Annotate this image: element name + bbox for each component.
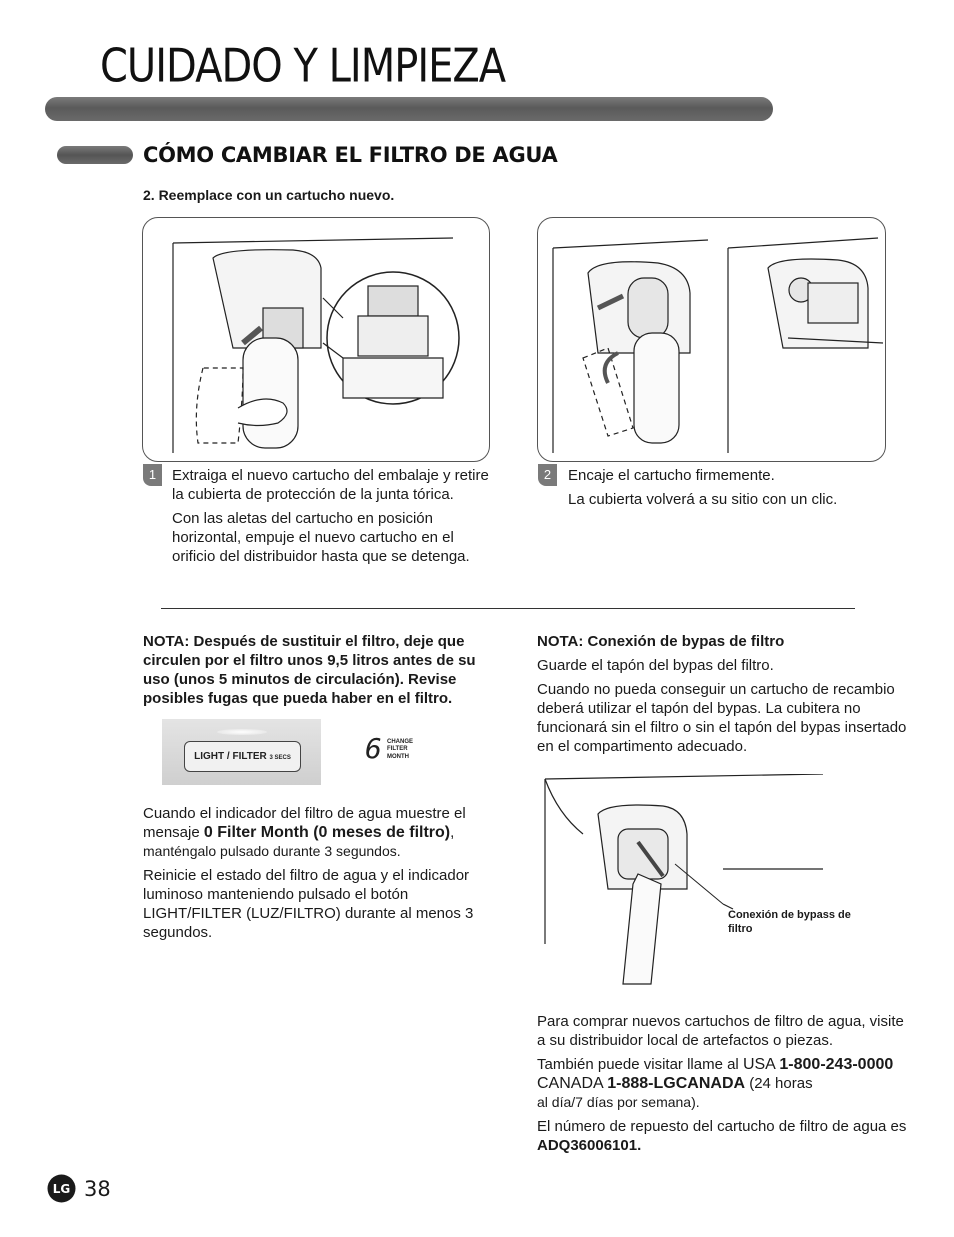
- p1-after: manténgalo pulsado durante 3 segundos.: [143, 843, 401, 859]
- note-bypass-title: NOTA: Conexión de bypas de filtro: [537, 633, 785, 650]
- bypass-callout-label: Conexión de bypass de filtro: [728, 909, 851, 935]
- p1-text: Cuando el indicador del filtro de agua muestre el mensaje: [143, 805, 466, 841]
- bypass-illustration: [543, 774, 825, 990]
- control-panel-image: [162, 719, 321, 785]
- purchase-para-3: [537, 1117, 915, 1155]
- usa-label: USA: [742, 1056, 780, 1073]
- display-label-change: CHANGE: [387, 739, 414, 745]
- lg-logo: [47, 1174, 76, 1203]
- filter-indicator-para-2: Reinicie el estado del filtro de agua y el indicador luminoso manteniendo pulsado el botón LIGHT/FILTER (LUZ/FILTRO) durante al menos 3 segundos.: [143, 867, 474, 941]
- light-filter-button-sub: 3 SECS: [269, 755, 291, 761]
- canada-label: CANADA: [537, 1075, 608, 1092]
- filter-indicator-text: [143, 804, 498, 947]
- note-bypass-para-1: Guarde el tapón del bypas del filtro.: [537, 657, 774, 674]
- filter-indicator-para-1: [143, 804, 498, 861]
- purchase-intro: También puede visitar llame al: [537, 1056, 743, 1073]
- step-2-para-2: La cubierta volverá a su sitio con un clic.: [568, 491, 838, 508]
- step-2-para-1: Encaje el cartucho firmemente.: [568, 467, 775, 484]
- figure-insert-cartridge: [142, 217, 490, 462]
- note-bypass: [537, 632, 915, 761]
- page-title: CUIDADO Y LIMPIEZA: [100, 40, 506, 93]
- display-label-filter: FILTER: [387, 746, 408, 752]
- hours-tail: al día/7 días por semana).: [537, 1094, 700, 1110]
- step-1-para-1: Extraiga el nuevo cartucho del embalaje y retire la cubierta de protección de la junta tórica.: [172, 467, 489, 503]
- p1-comma: ,: [450, 824, 455, 841]
- part-number: ADQ36006101.: [537, 1137, 642, 1154]
- step-2-badge: 2: [538, 464, 557, 486]
- usa-phone: 1-800-243-0000: [779, 1056, 894, 1073]
- title-bar: [45, 97, 773, 121]
- seat-cartridge-illustration: [538, 218, 885, 461]
- p1-bold: 0 Filter Month (0 meses de filtro): [203, 824, 451, 841]
- light-filter-button: [184, 741, 301, 772]
- insert-cartridge-illustration: [143, 218, 489, 461]
- display-label-month: MONTH: [387, 754, 409, 760]
- divider: [161, 608, 855, 609]
- note-bypass-para-2: Cuando no pueda conseguir un cartucho de recambio deberá utilizar el tapón del bypas. La cubitera no funcionará sin el filtro o sin el tapón del bypas insertado en el compartimento adecuado.: [537, 681, 907, 755]
- display-digit: 6: [365, 732, 382, 765]
- page-number: 38: [84, 1177, 111, 1201]
- section-marker: [57, 146, 133, 164]
- step-heading: 2. Reemplace con un cartucho nuevo.: [143, 187, 395, 203]
- figure-bypass: [543, 774, 825, 990]
- filter-month-display: [365, 732, 425, 766]
- figure-seat-cartridge: [537, 217, 886, 462]
- canada-phone: 1-888-LGCANADA: [607, 1075, 746, 1092]
- section-title: CÓMO CAMBIAR EL FILTRO DE AGUA: [143, 143, 558, 167]
- indicator-light: [217, 729, 267, 735]
- step-1-text: [172, 466, 492, 571]
- purchase-info: [537, 1012, 915, 1160]
- purchase-para-1: Para comprar nuevos cartuchos de filtro de agua, visite a su distribuidor local de artefactos o piezas.: [537, 1013, 904, 1049]
- step-2-text: [568, 466, 888, 514]
- part-number-intro: El número de repuesto del cartucho de filtro de agua es: [537, 1118, 907, 1135]
- step-1-badge: 1: [143, 464, 162, 486]
- step-1-para-2: Con las aletas del cartucho en posición horizontal, empuje el nuevo cartucho en el orificio del distribuidor hasta que se detenga.: [172, 510, 470, 565]
- lg-logo-text: LG: [52, 1182, 71, 1196]
- light-filter-button-label: LIGHT / FILTER: [194, 751, 267, 762]
- hours-text: (24 horas: [745, 1075, 813, 1092]
- purchase-para-2: [537, 1055, 915, 1112]
- note-after-replace: NOTA: Después de sustituir el filtro, deje que circulen por el filtro unos 9,5 litros antes de su uso (unos 5 minutos de circulación). Revise posibles fugas que pueda haber en el filtro.: [143, 633, 476, 707]
